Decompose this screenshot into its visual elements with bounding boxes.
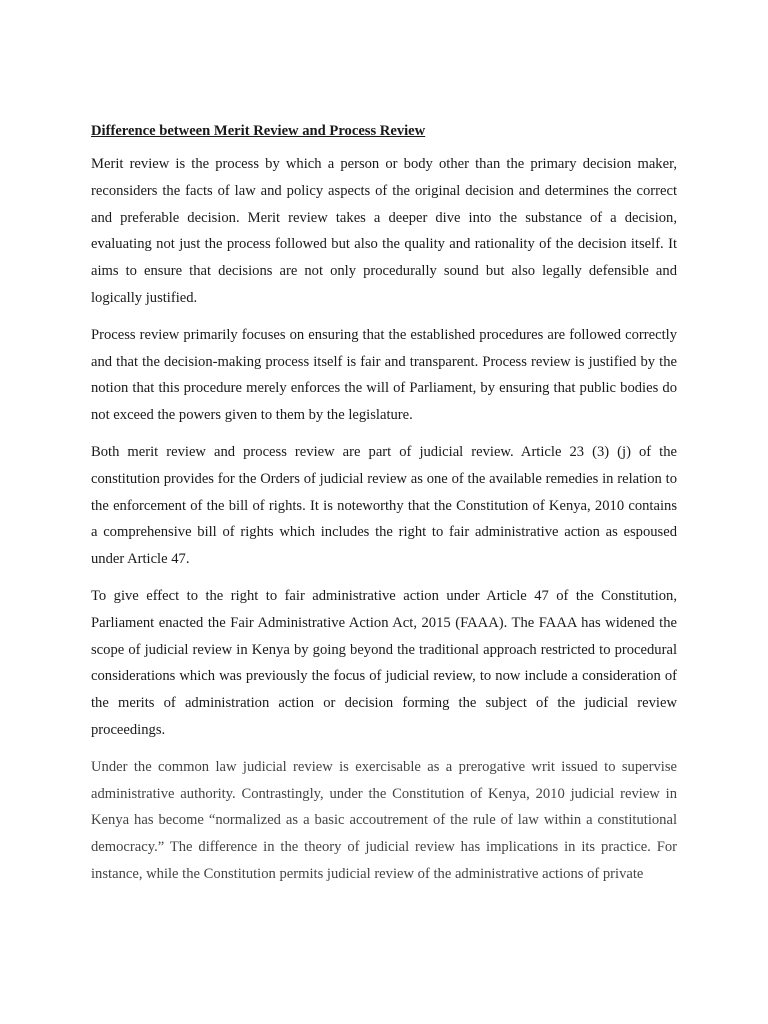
paragraph-merit-review: Merit review is the process by which a person or body other than the primary decision maker, reconsiders the facts of law and policy aspects of the original decision and determines the correct and preferable decision. Merit review takes a deeper dive into the substance of a decision, evaluating not just the process followed but also the quality and rationality of the decision itself. It aims to ensure that decisions are not only procedurally sound but also legally defensible and logically justified. [91,156,677,306]
document-body [91,120,677,898]
paragraph-faaa: To give effect to the right to fair administrative action under Article 47 of the Constitution, Parliament enacted the Fair Administrative Action Act, 2015 (FAAA). The FAAA has widened the scope of judicial review in Kenya by going beyond the traditional approach restricted to procedural considerations which was previously the focus of judicial review, to now include a consideration of the merits of administration action or decision forming the subject of the judicial review proceedings. [91,587,677,738]
paragraph-judicial-review: Both merit review and process review are part of judicial review. Article 23 (3) (j) of the constitution provides for the Orders of judicial review as one of the available remedies in relation to the enforcement of the bill of rights. It is noteworthy that the Constitution of Kenya, 2010 contains a comprehensive bill of rights which includes the right to fair administrative action as espoused under Article 47. [91,443,677,568]
document-heading: Difference between Merit Review and Process Review [91,123,426,139]
paragraph-common-law: Under the common law judicial review is exercisable as a prerogative writ issued to supervise administrative authority. Contrastingly, under the Constitution of Kenya, 2010 judicial review in Kenya has become “normalized as a basic accoutrement of the rule of law within a constitutional democracy.” The difference in the theory of judicial review has implications in its practice. For instance, while the Constitution permits judicial review of the administrative actions of private [91,758,677,882]
paragraph-process-review: Process review primarily focuses on ensuring that the established procedures are followed correctly and that the decision-making process itself is fair and transparent. Process review is justified by the notion that this procedure merely enforces the will of Parliament, by ensuring that public bodies do not exceed the powers given to them by the legislature. [91,326,677,424]
